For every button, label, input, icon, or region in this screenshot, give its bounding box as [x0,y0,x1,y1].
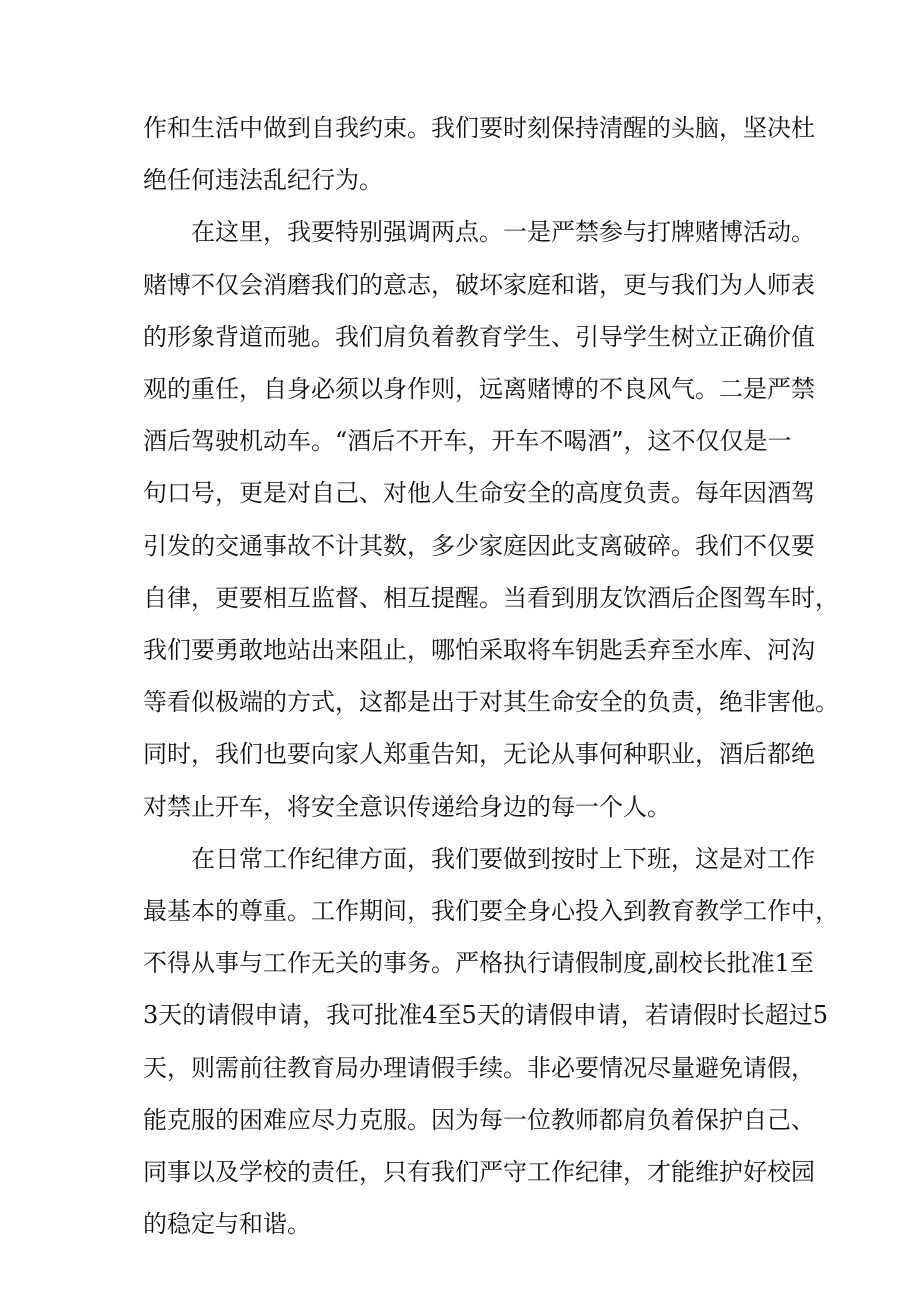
text-line: 的稳定与和谐。 [143,1210,311,1239]
text-line: 我们要勇敢地站出来阻止，哪怕采取将车钥匙丢弃至水库、河沟 [143,636,815,665]
text-line: 观的重任，自身必须以身作则，远离赌博的不良风气。二是严禁 [143,375,815,404]
text-line: 同事以及学校的责任，只有我们严守工作纪律，才能维护好校园 [143,1158,815,1187]
text-line: 绝任何违法乱纪行为。 [143,166,383,195]
body-text [143,102,839,1250]
text-line: 同时，我们也要向家人郑重告知，无论从事何种职业，酒后都绝 [143,740,815,769]
text-line: 句口号，更是对自己、对他人生命安全的高度负责。每年因酒驾 [143,479,815,508]
text-line: 的形象背道而驰。我们肩负着教育学生、引导学生树立正确价值 [143,322,815,351]
text-line: 能克服的困难应尽力克服。因为每一位教师都肩负着保护自己、 [143,1105,815,1134]
paragraph-3 [143,833,839,1251]
text-line: 在这里，我要特别强调两点。一是严禁参与打牌赌博活动。 [191,218,815,247]
text-line: 对禁止开车，将安全意识传递给身边的每一个人。 [143,792,671,821]
text-line: 引发的交通事故不计其数，多少家庭因此支离破碎。我们不仅要 [143,531,815,560]
text-line: 天，则需前往教育局办理请假手续。非必要情况尽量避免请假， [143,1053,815,1082]
paragraph-1 [143,102,815,206]
text-line: 不得从事与工作无关的事务。严格执行请假制度,副校长批准1至 [143,949,814,978]
text-line: 在日常工作纪律方面，我们要做到按时上下班，这是对工作 [191,844,815,873]
text-line: 3天的请假申请，我可批准4至5天的请假申请，若请假时长超过5 [143,1001,829,1030]
text-line: 自律，更要相互监督、相互提醒。当看到朋友饮酒后企图驾车时， [143,583,839,612]
text-line: 酒后驾驶机动车。“酒后不开车，开车不喝酒”，这不仅仅是一 [143,427,792,456]
text-line: 作和生活中做到自我约束。我们要时刻保持清醒的头脑，坚决杜 [143,114,815,142]
text-line: 赌博不仅会消磨我们的意志，破坏家庭和谐，更与我们为人师表 [143,270,815,299]
text-line: 最基本的尊重。工作期间，我们要全身心投入到教育教学工作中， [143,897,839,926]
paragraph-2 [143,206,839,832]
text-line: 等看似极端的方式，这都是出于对其生命安全的负责，绝非害他。 [143,688,839,717]
